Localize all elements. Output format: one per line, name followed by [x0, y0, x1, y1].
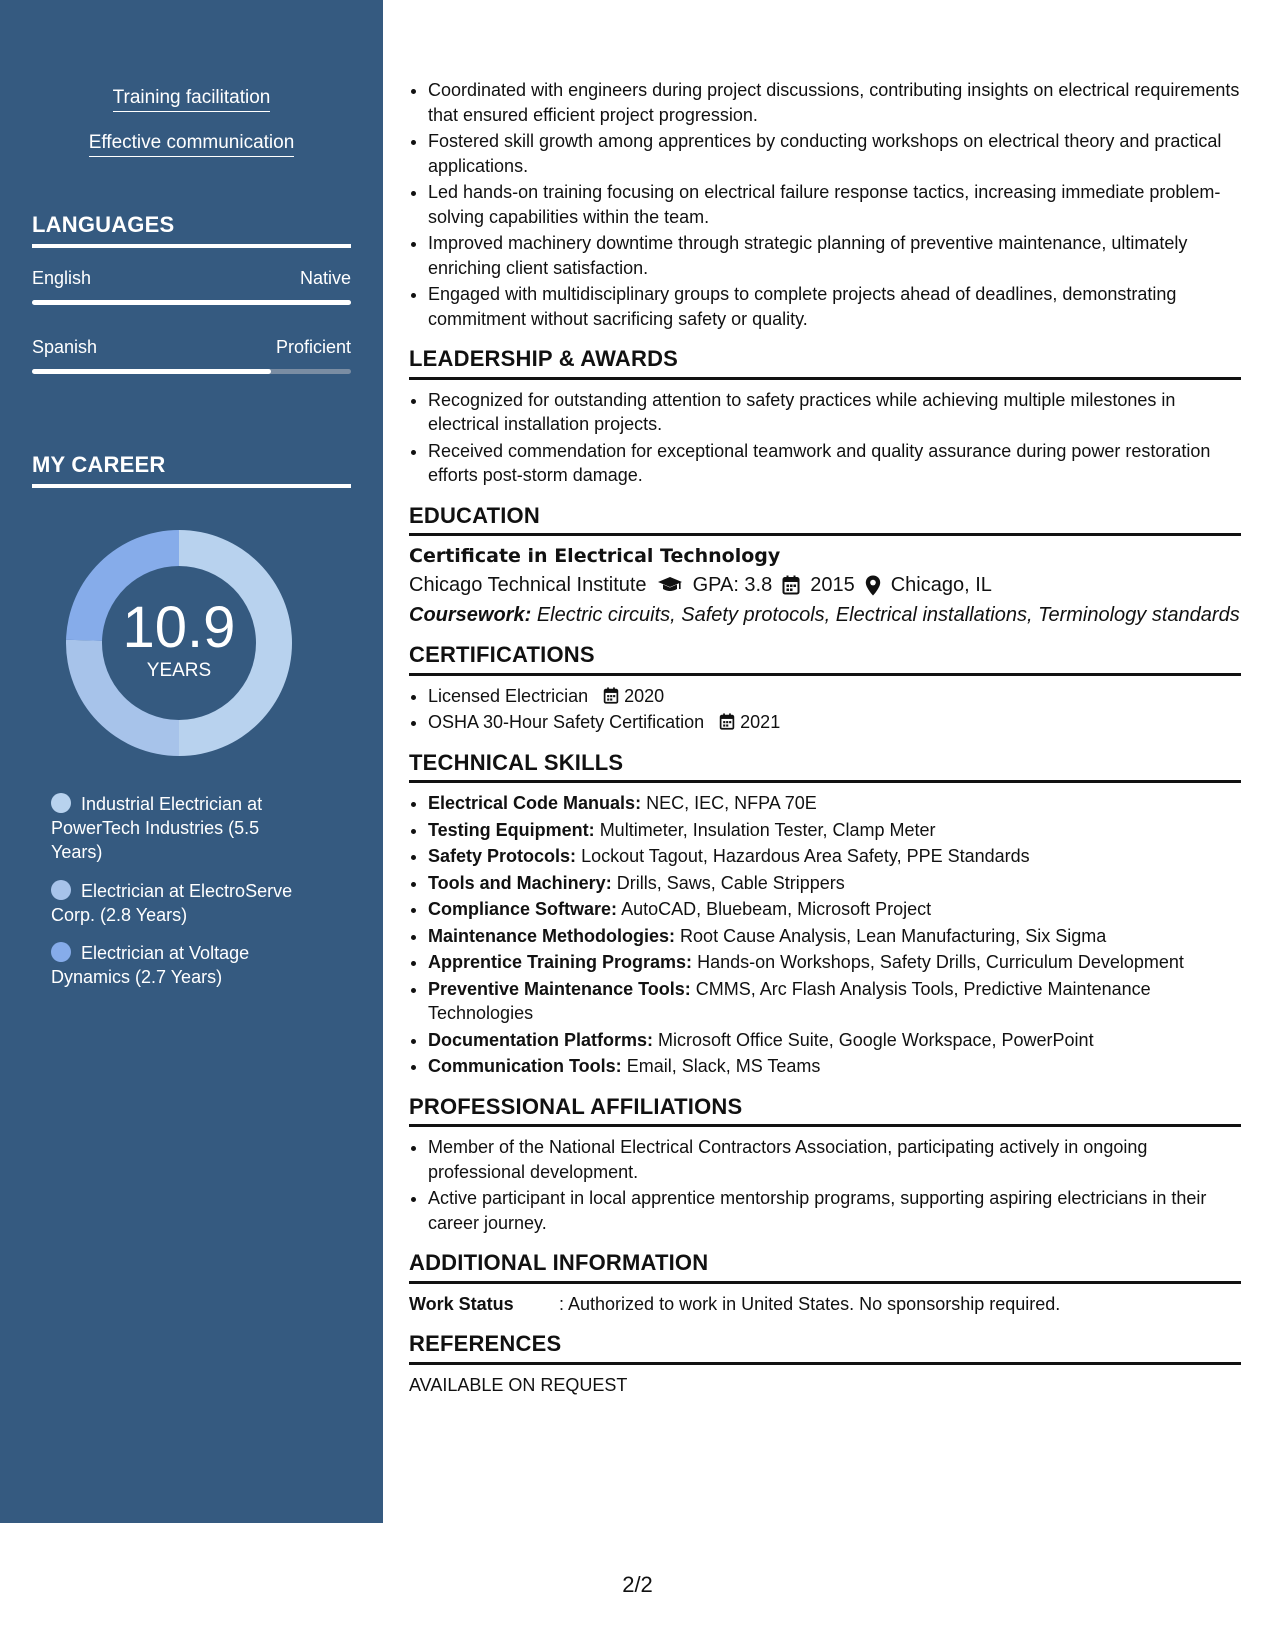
main-content: [409, 78, 1241, 1397]
language-bar-fill: [32, 300, 351, 305]
technical-skill-item: [428, 818, 1241, 843]
skill-values: Root Cause Analysis, Lean Manufacturing, Six Sigma: [680, 925, 1107, 946]
education-location: Chicago, IL: [890, 573, 992, 596]
experience-bullet: • Fostered skill growth among apprentices by conducting workshops on electrical theory and practical applications.: [428, 129, 1241, 178]
page-number: 2/2: [622, 1572, 653, 1597]
leadership-item: • Recognized for outstanding attention to safety practices while achieving multiple milestones in electrical installation projects.: [428, 388, 1241, 437]
experience-bullets: [409, 78, 1241, 331]
section-title-leadership: LEADERSHIP & AWARDS: [409, 347, 1241, 380]
skill-values: CMMS, Arc Flash Analysis Tools, Predictive Maintenance Technologies: [428, 978, 1151, 1023]
technical-skill-item: [428, 977, 1241, 1026]
education-degree: Certificate in Electrical Technology: [409, 545, 781, 567]
section-title-technical-skills: TECHNICAL SKILLS: [409, 751, 1241, 784]
certification-item: [428, 684, 1241, 709]
education-meta: [409, 573, 1241, 598]
skill-link-communication[interactable]: [0, 132, 383, 154]
skill-values: NEC, IEC, NFPA 70E: [646, 793, 817, 813]
skill-label: Effective communication: [89, 132, 295, 157]
certification-item: [428, 710, 1241, 735]
sidebar: [0, 0, 383, 1523]
language-level: Native: [299, 268, 351, 288]
certification-year: 2021: [740, 712, 781, 732]
career-legend-item: [51, 879, 311, 927]
certification-year: 2020: [624, 685, 665, 706]
graduation-cap-icon: [657, 573, 683, 598]
references-text: AVAILABLE ON REQUEST: [409, 1374, 628, 1395]
work-status-label: Work Status: [409, 1293, 514, 1314]
skill-category: Maintenance Methodologies:: [428, 925, 676, 946]
section-title-education: EDUCATION: [409, 504, 1241, 537]
education-gpa: GPA: 3.8: [692, 573, 773, 596]
skill-category: Tools and Machinery:: [428, 872, 612, 893]
language-name: Spanish: [32, 337, 98, 357]
skill-category: Communication Tools:: [428, 1056, 622, 1076]
experience-bullet: • Engaged with multidisciplinary groups to complete projects ahead of deadlines, demonstrating commitment without sacrificing safety or quality.: [428, 282, 1241, 331]
section-title-additional: ADDITIONAL INFORMATION: [409, 1251, 1241, 1284]
affiliation-item: • Active participant in local apprentice mentorship programs, supporting aspiring electricians in their career journey.: [428, 1186, 1241, 1235]
career-total-years: 10.9: [122, 595, 236, 660]
skill-category: Apprentice Training Programs:: [428, 952, 693, 972]
technical-skill-item: [428, 924, 1241, 949]
education-year: 2015: [810, 573, 855, 596]
affiliation-item: • Member of the National Electrical Contractors Association, participating actively in ongoing professional development.: [428, 1135, 1241, 1184]
technical-skill-item: [428, 1028, 1241, 1053]
technical-skill-item: [428, 950, 1241, 975]
skill-values: Hands-on Workshops, Safety Drills, Curriculum Development: [697, 952, 1184, 972]
technical-skill-item: [428, 791, 1241, 816]
skill-values: AutoCAD, Bluebeam, Microsoft Project: [621, 899, 932, 919]
career-legend-label: Industrial Electrician at PowerTech Industries (5.5 Years): [51, 794, 263, 862]
language-bar-spanish: [32, 369, 351, 374]
leadership-item: • Received commendation for exceptional teamwork and quality assurance during power restoration efforts post-storm damage.: [428, 439, 1241, 488]
section-title-affiliations: PROFESSIONAL AFFILIATIONS: [409, 1095, 1241, 1128]
skill-category: Electrical Code Manuals:: [428, 793, 642, 813]
language-row-english: [32, 268, 351, 289]
legend-dot: [51, 880, 71, 900]
skill-values: Lockout Tagout, Hazardous Area Safety, PPE Standards: [581, 846, 1030, 866]
certifications-list: [409, 684, 1241, 735]
skill-values: Email, Slack, MS Teams: [626, 1056, 821, 1076]
language-row-spanish: [32, 337, 351, 358]
career-heading: MY CAREER: [32, 452, 351, 488]
certification-name: Licensed Electrician: [428, 685, 589, 706]
calendar-icon: [719, 712, 740, 732]
experience-bullet: • Led hands-on training focusing on electrical failure response tactics, increasing immediate problem-solving capabilities within the team.: [428, 180, 1241, 229]
language-bar-english: [32, 300, 351, 305]
leadership-list: [409, 388, 1241, 488]
education-coursework: [409, 603, 1241, 627]
certification-name: OSHA 30-Hour Safety Certification: [428, 712, 705, 732]
experience-bullet: • Coordinated with engineers during project discussions, contributing insights on electrical requirements that ensured efficient project progression.: [428, 78, 1241, 127]
section-title-certifications: CERTIFICATIONS: [409, 643, 1241, 676]
language-level: Proficient: [275, 337, 351, 357]
legend-dot: [51, 793, 71, 813]
work-status-value: : Authorized to work in United States. No sponsorship required.: [559, 1293, 1061, 1314]
technical-skill-item: [428, 897, 1241, 922]
skill-category: Compliance Software:: [428, 899, 618, 919]
skill-category: Preventive Maintenance Tools:: [428, 978, 691, 999]
affiliations-list: [409, 1135, 1241, 1235]
career-legend-item: [51, 792, 311, 864]
career-donut-center: [66, 530, 292, 756]
technical-skills-list: [409, 791, 1241, 1079]
legend-dot: [51, 942, 71, 962]
map-pin-icon: [865, 573, 881, 598]
career-total-unit: YEARS: [146, 660, 212, 681]
calendar-icon: [603, 686, 624, 706]
career-donut-chart: [66, 530, 292, 756]
coursework-label: Coursework:: [409, 604, 532, 626]
skill-values: Drills, Saws, Cable Strippers: [616, 872, 845, 893]
work-status-row: [409, 1292, 1241, 1317]
technical-skill-item: [428, 844, 1241, 869]
skill-category: Safety Protocols:: [428, 846, 577, 866]
calendar-icon: [782, 573, 800, 598]
skill-category: Documentation Platforms:: [428, 1029, 654, 1050]
career-legend-item: [51, 941, 311, 989]
career-legend-label: Electrician at Voltage Dynamics (2.7 Years): [51, 943, 250, 987]
skill-values: Multimeter, Insulation Tester, Clamp Meter: [599, 819, 936, 840]
skill-values: Microsoft Office Suite, Google Workspace, PowerPoint: [658, 1029, 1094, 1050]
skill-category: Testing Equipment:: [428, 819, 595, 840]
skill-label: Training facilitation: [113, 87, 271, 112]
education-school: Chicago Technical Institute: [409, 573, 647, 596]
languages-heading: LANGUAGES: [32, 212, 351, 248]
language-name: English: [32, 268, 92, 288]
language-bar-fill: [32, 369, 271, 374]
technical-skill-item: [428, 1054, 1241, 1079]
section-title-references: REFERENCES: [409, 1332, 1241, 1365]
coursework-text: Electric circuits, Safety protocols, Electrical installations, Terminology standards: [536, 604, 1240, 626]
skill-link-training[interactable]: [0, 87, 383, 109]
technical-skill-item: [428, 871, 1241, 896]
experience-bullet: • Improved machinery downtime through strategic planning of preventive maintenance, ultimately enriching client satisfaction.: [428, 231, 1241, 280]
career-legend-label: Electrician at ElectroServe Corp. (2.8 Years): [51, 881, 293, 925]
